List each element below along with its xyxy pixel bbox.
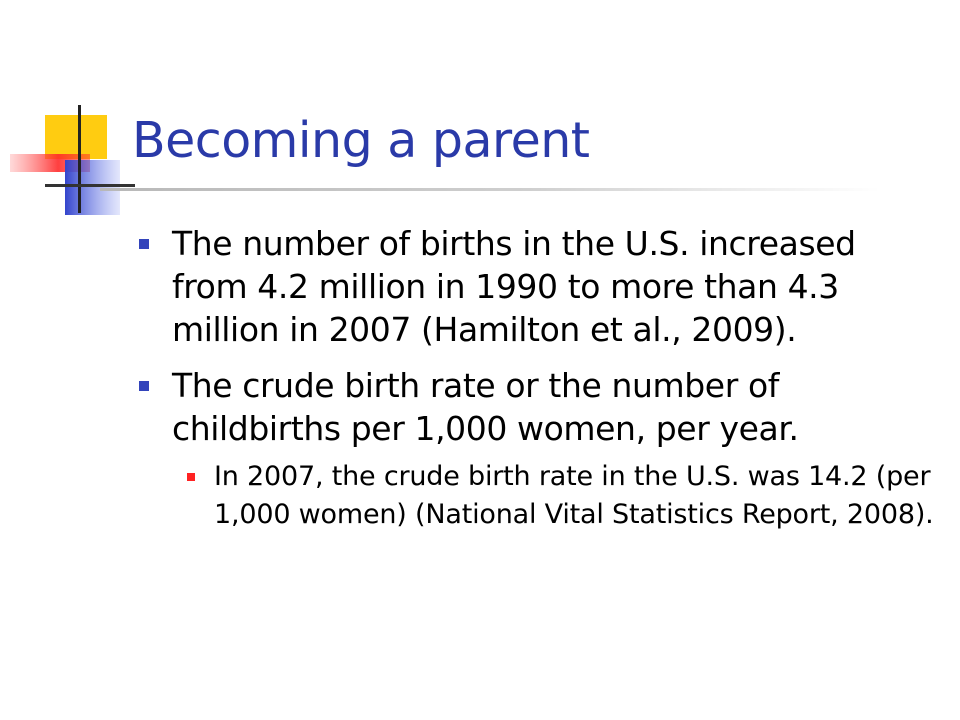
sub-bullet-list [172,458,938,534]
bullet-item [138,364,938,534]
slide-body [138,222,938,547]
title-divider [100,188,880,191]
logo-icon [10,100,140,220]
bullet-text: The crude birth rate or the number of childbirths per 1,000 women, per year. [172,366,799,448]
bullet-list [138,222,938,534]
sub-bullet-item [172,458,938,534]
square-sub-bullet-icon [187,473,195,481]
square-bullet-icon [139,381,149,391]
sub-bullet-text: In 2007, the crude birth rate in the U.S. was 14.2 (per 1,000 women) (National Vital Statistics Report, 2008). [214,461,934,530]
bullet-item [138,222,938,351]
square-bullet-icon [139,239,149,249]
page-title: Becoming a parent [132,112,590,169]
bullet-text: The number of births in the U.S. increased from 4.2 million in 1990 to more than 4.3 million in 2007 (Hamilton et al., 2009). [172,224,856,349]
